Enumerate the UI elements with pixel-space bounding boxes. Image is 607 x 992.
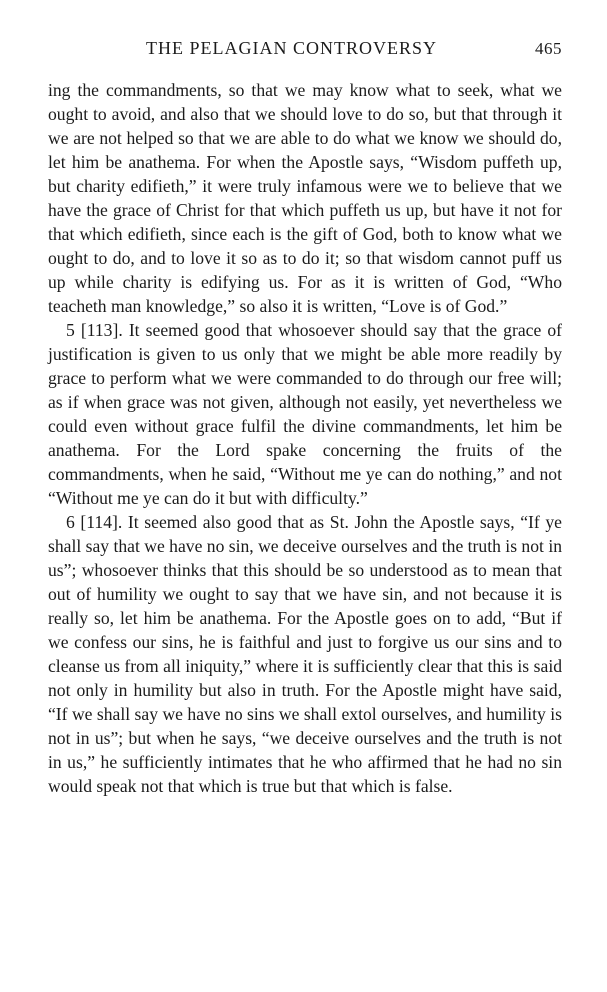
running-title: THE PELAGIAN CONTROVERSY bbox=[146, 38, 437, 58]
running-head bbox=[48, 36, 562, 66]
paragraph-continuation: ing the commandments, so that we may know what to seek, what we ought to avoid, and also that we should love to do so, but that through it we are not helped so that we are able to do what we know we should do, let him be anathema. For when the Apostle says, “Wisdom puffeth up, but charity edifieth,” it were truly infamous were we to believe that we have the grace of Christ for that which puffeth us up, but have it not for that which edifieth, since each is the gift of God, both to know what we ought to do, and to love it so as to do it; so that wisdom cannot puff us up while charity is edifying us. For as it is written of God, “Who teacheth man knowledge,” so also it is written, “Love is of God.” bbox=[48, 80, 562, 316]
body-text bbox=[48, 78, 562, 798]
page-number: 465 bbox=[535, 39, 562, 58]
paragraph-canon-5: 5 [113]. It seemed good that whosoever should say that the grace of justification is given to us only that we might be able more readily by grace to perform what we were commanded to do through our free will; as if when grace was not given, although not easily, yet nevertheless we could even without grace fulfil the divine commandments, let him be anathema. For the Lord spake concerning the fruits of the commandments, when he said, “Without me ye can do nothing,” and not “Without me ye can do it but with difficulty.” bbox=[48, 320, 562, 508]
book-page bbox=[48, 36, 562, 798]
paragraph-canon-6: 6 [114]. It seemed also good that as St. John the Apostle says, “If ye shall say that we have no sin, we deceive ourselves and the truth is not in us”; whosoever thinks that this should be so understood as to mean that out of humility we ought to say that we have sin, and not because it is really so, let him be anathema. For the Apostle goes on to add, “But if we confess our sins, he is faithful and just to forgive us our sins and to cleanse us from all iniquity,” where it is sufficiently clear that this is said not only in humility but also in truth. For the Apostle might have said, “If we shall say we have no sins we shall extol ourselves, and humility is not in us”; but when he says, “we deceive ourselves and the truth is not in us,” he sufficiently intimates that he who affirmed that he had no sin would speak not that which is true but that which is false. bbox=[48, 512, 562, 796]
